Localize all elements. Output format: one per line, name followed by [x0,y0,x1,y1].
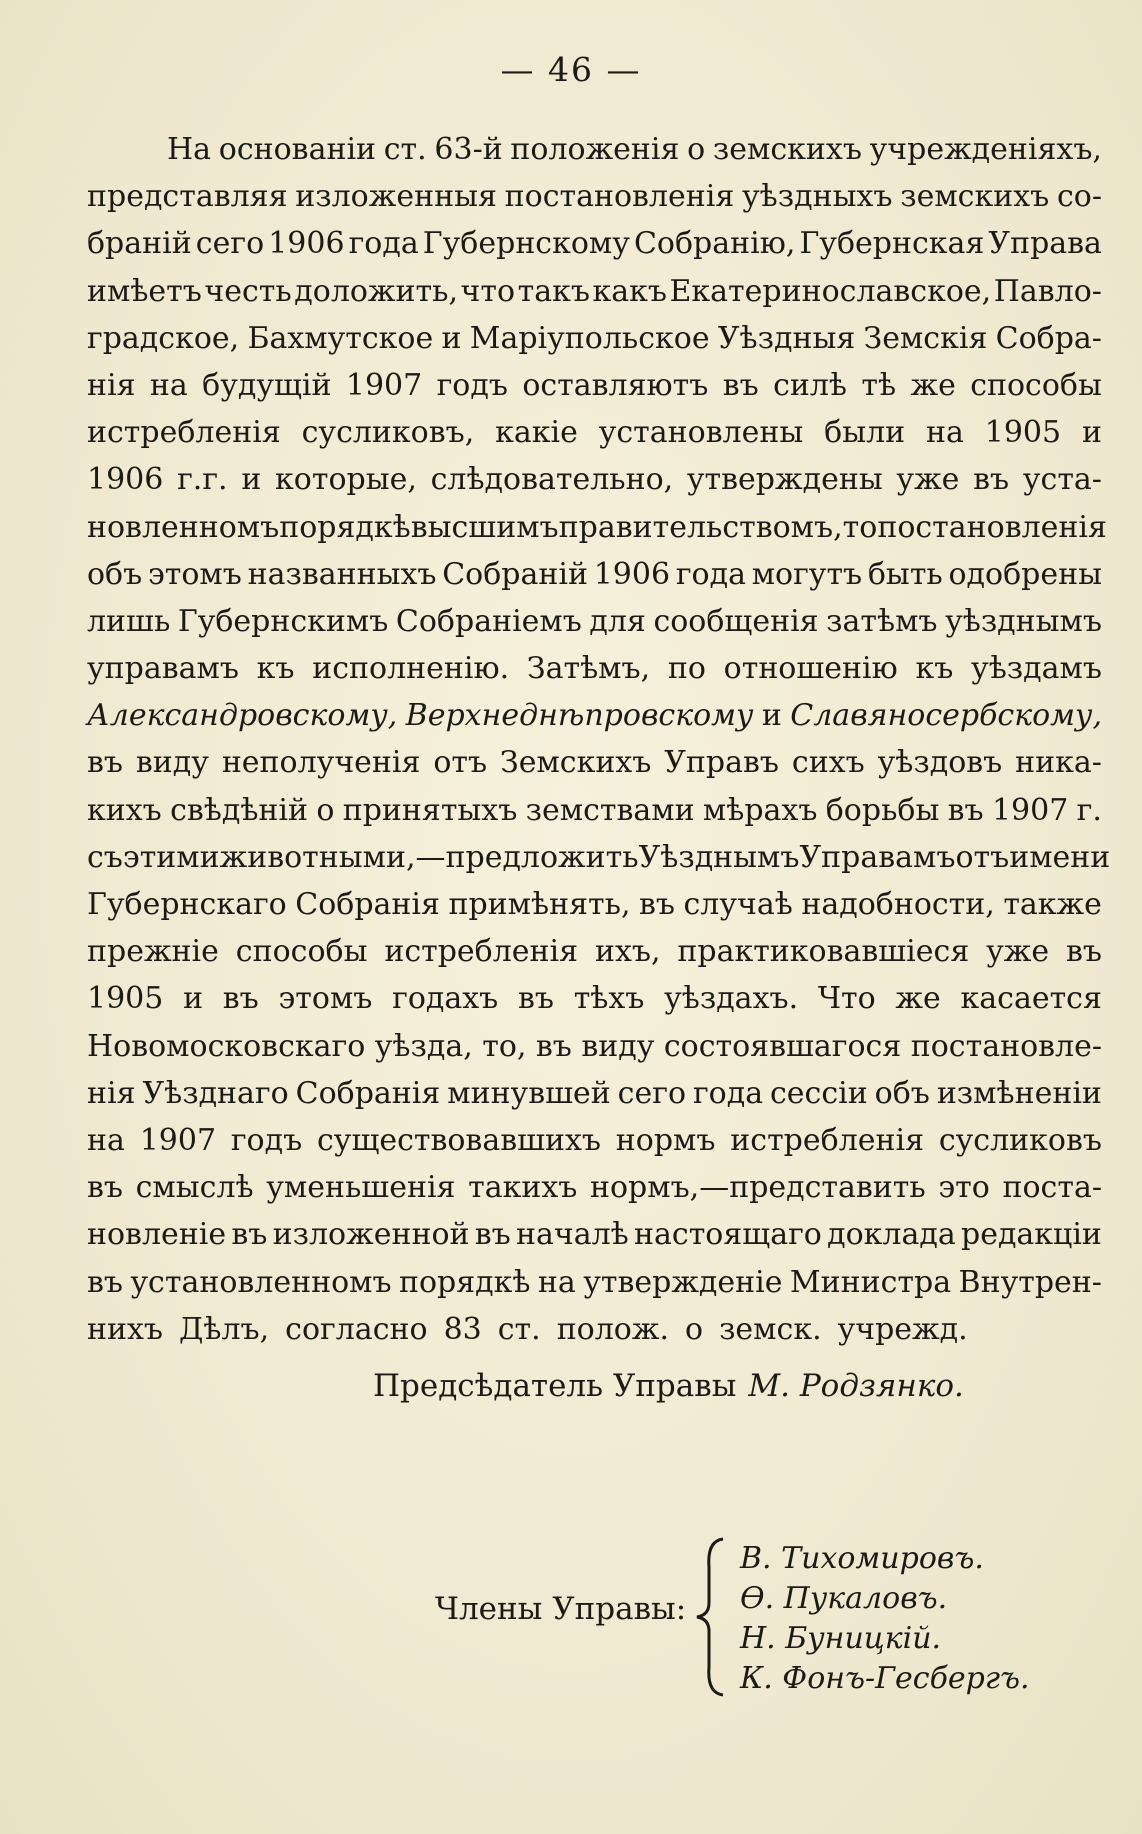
word: годъ [436,367,508,403]
text-line [87,1023,1102,1070]
word: затѣмъ [826,603,938,639]
word: и [183,981,204,1017]
word: смыслѣ [135,1170,254,1206]
word: отношенію [723,651,898,687]
word: могутъ [751,556,863,592]
word: управамъ [87,651,239,687]
word: объ [87,556,143,592]
word: способы [970,367,1102,403]
word: Собраніемъ [395,603,582,639]
word: въ [517,981,554,1017]
word: на [537,1264,576,1300]
word: ника- [1015,745,1102,781]
word: 1905 [984,415,1062,451]
word: этими [122,839,220,875]
word: Затѣмъ, [526,651,651,687]
word: имени [1009,839,1111,875]
word: со- [1057,179,1102,215]
word: постановле- [910,1028,1102,1064]
word: настоящаго [634,1217,822,1253]
word: въ [474,1217,511,1253]
word: уже [896,462,960,498]
word: сусликовъ, [301,415,475,451]
word: Внутрен- [958,1264,1102,1300]
word: 1906 [87,462,164,498]
word: случаѣ [683,887,793,922]
member-name: В. Тихомировъ. [740,1541,984,1576]
signature-name: М. Родзянко. [748,1368,964,1404]
word: о [685,1311,704,1347]
word: Верхнеднѣпровскому [405,698,754,734]
word: истребленія [730,1122,925,1158]
text-line [87,1164,1102,1211]
word: на [926,415,964,451]
word: истребленія [87,415,281,451]
word: этомъ [278,981,373,1017]
word: Управъ [664,745,779,781]
text-line [87,362,1102,409]
word: то [842,509,878,545]
text-line [87,315,1102,362]
word: 1907 [991,792,1069,828]
chairman-signature [373,1368,964,1404]
word: уѣзднымъ [945,603,1102,639]
word: Собранія [295,887,440,922]
word: новленіе [87,1217,227,1253]
word: силѣ [773,367,848,403]
word: Маріупольское [469,320,710,356]
word: и [441,320,462,356]
word: постановленія [877,509,1107,545]
word: уменьшенія [266,1170,456,1206]
text-line [87,787,1102,834]
word: сихъ [791,745,865,781]
word: На [167,132,212,167]
word: утвержденіе [583,1264,783,1300]
word: измѣненіи [936,1075,1102,1111]
word: сообщенія [653,603,819,639]
word: порядкѣ [399,1264,531,1300]
curly-brace-icon [693,1537,733,1697]
text-line [87,126,1102,173]
word: уѣздамъ [971,651,1102,687]
word: Министра [789,1264,952,1300]
member-name: К. Фонъ-Гесбергъ. [740,1661,1030,1696]
word: виду [581,1028,655,1064]
word: въ [947,792,984,828]
word: градское, [87,320,240,356]
word: основанiи [218,132,377,167]
word: Губернскаго [87,887,287,922]
word: это [938,1170,990,1206]
word: ст. [497,1311,541,1347]
text-line [87,1117,1102,1164]
word: о [316,792,335,828]
text-line [87,975,1102,1022]
word: въ [1066,934,1102,970]
word: уста- [1022,462,1102,498]
word: въ [639,887,675,922]
word: на [87,1122,125,1158]
report-body [87,126,1111,1353]
word: въ [222,981,259,1017]
word: надобности, [801,887,995,922]
word: Земскія [863,320,988,356]
word: положенія [510,132,680,167]
word: сего [195,226,265,262]
text-line [87,1070,1102,1117]
text-line [87,409,1102,456]
text-line [87,1306,1102,1353]
word: съ [87,839,123,875]
word: поста- [1002,1170,1102,1206]
word: новленномъ [87,509,280,545]
word: неполученія [221,745,421,781]
word: уѣзда, [374,1028,473,1064]
word: въ [231,1217,268,1253]
word: 1906 [268,226,345,262]
word: въ [87,1264,123,1300]
word: учрежденіяхъ, [869,132,1102,167]
word: ихъ, [594,934,661,970]
word: нихъ [87,1311,163,1347]
word: согласно [285,1311,428,1347]
word: Управа [988,226,1102,262]
word: порядкѣ [279,509,411,545]
word: Земскихъ [500,745,652,781]
word: нормъ,—представить [589,1170,926,1206]
word: учрежд. [837,1311,968,1347]
text-line [87,692,1102,739]
word: въ [535,1028,572,1064]
board-members [0,1537,1142,1697]
word: объ [874,1075,930,1111]
word: года [675,556,746,592]
word: кихъ [87,792,162,828]
word: въ [722,367,759,403]
word: годъ [230,1122,303,1158]
word: названныхъ [247,556,437,592]
word: нія [87,1075,136,1111]
word: такъ [517,273,590,309]
word: также [1003,887,1102,922]
word: 1907 [345,367,423,403]
word: земствами [525,792,695,828]
word: мѣрахъ [702,792,818,828]
text-line [87,1259,1102,1306]
word: способы [235,934,368,970]
word: существовавшихъ [316,1122,601,1158]
text-line [87,739,1102,786]
word: минувшей [447,1075,611,1111]
word: постановленія [504,179,735,215]
word: состоявшагося [663,1028,902,1064]
word: борьбы [825,792,940,828]
word: были [824,415,906,451]
word: уѣздныхъ [742,179,893,215]
word: доложить, [294,273,458,309]
word: въ [87,1170,123,1206]
word: такихъ [468,1170,578,1206]
word: высшимъ [410,509,559,545]
word: примѣнять, [448,887,631,922]
word: практиковавшіеся [677,934,970,970]
word: сусликовъ [938,1122,1102,1158]
word: къ [256,651,295,687]
word: Уѣзднымъ [638,839,800,875]
word: нормъ [615,1122,716,1158]
word: годахъ [392,981,499,1017]
word: же [895,981,941,1017]
word: и [241,462,262,498]
text-line [87,220,1102,267]
word: лишь [87,603,171,639]
word: Екатеринославское, [669,273,992,309]
word: установленномъ [130,1264,392,1300]
word: Собранію, [633,226,796,262]
word: въ [87,745,123,781]
word: Дѣлъ, [179,1311,270,1347]
text-line [87,504,1107,551]
word: доклада [827,1217,956,1253]
signature-label: Предсѣдатель Управы [373,1368,737,1404]
text-line [87,551,1102,598]
word: 1906 [593,556,671,592]
word: редакціи [960,1217,1102,1253]
text-line [87,456,1102,503]
word: Губернскимъ [177,603,389,639]
word: и [761,698,782,734]
word: оставляютъ [522,367,709,403]
word: имѣетъ [87,273,202,309]
word: земск. [719,1311,822,1347]
word: уѣздовъ [877,745,1003,781]
word: ст. [383,132,427,167]
member-name: Н. Буницкій. [740,1621,942,1656]
word: свѣдѣній [170,792,309,828]
text-line [87,173,1102,220]
word: Что [817,981,876,1017]
word: для [589,603,646,639]
word: и [1081,415,1102,451]
word: изложенной [272,1217,470,1253]
word: г.г. [177,462,228,498]
word: Павло- [993,273,1102,309]
word: честь [204,273,292,309]
word: этомъ [147,556,242,592]
word: будущій [202,367,332,403]
word: животными,—предложить [219,839,639,875]
word: одобрены [948,556,1102,592]
word: Управамъ [799,839,956,875]
word: сессіи [770,1075,868,1111]
word: земскихъ [712,132,862,167]
word: земскихъ [900,179,1050,215]
word: изложенныя [295,179,497,215]
word: о [687,132,706,167]
word: Уѣздныя [717,320,856,356]
word: принятыхъ [342,792,518,828]
word: какіе [495,415,578,451]
word: браній [87,226,192,262]
word: на [149,367,188,403]
text-line [87,881,1102,928]
word: въ [973,462,1010,498]
word: утверждены [686,462,883,498]
page-number: — 46 — [500,50,642,89]
word: Собранія [295,1075,441,1111]
word: истребленія [384,934,579,970]
word: же [910,367,956,403]
text-line [87,268,1102,315]
word: года [348,226,419,262]
word: 83 [443,1311,482,1347]
members-list [740,1539,1030,1699]
text-line [87,834,1111,881]
text-line [87,598,1102,645]
text-line [87,928,1102,975]
word: Собраній [442,556,588,592]
word: виду [135,745,209,781]
word: Собра- [995,320,1102,356]
word: 1907 [139,1122,217,1158]
word: тѣ [861,367,897,403]
word: тѣхъ [573,981,645,1017]
word: 63-й [434,132,503,167]
word: представляя [87,179,288,215]
word: правительствомъ, [558,509,843,545]
word: Бахмутское [247,320,434,356]
word: Губернская [799,226,985,262]
word: 1905 [87,981,164,1017]
word: касается [960,981,1102,1017]
word: нія [87,367,136,403]
text-line [87,1211,1102,1258]
word: Губернскому [422,226,630,262]
word: къ [915,651,954,687]
members-label: Члены Управы: [435,1591,687,1627]
word: быть [867,556,943,592]
word: г. [1076,792,1102,828]
word: слѣдовательно, [430,462,674,498]
word: началѣ [516,1217,629,1253]
word: что [460,273,516,309]
word: Уѣзднаго [142,1075,289,1111]
word: отъ [433,745,488,781]
word: по [667,651,706,687]
word: которые, [275,462,417,498]
word: то, [482,1028,527,1064]
word: какъ [592,273,667,309]
word: Новомосковскаго [87,1028,366,1064]
word: Славяносербскому, [790,698,1102,734]
word: установлены [598,415,804,451]
word: полож. [556,1311,669,1347]
word: года [692,1075,764,1111]
word: сего [617,1075,687,1111]
word: Александровскому, [87,698,398,734]
word: исполненію. [312,651,510,687]
word: уже [986,934,1050,970]
text-line [87,645,1102,692]
member-name: Ѳ. Пукаловъ. [740,1581,948,1616]
word: уѣздахъ. [664,981,799,1017]
word: отъ [955,839,1010,875]
word: прежніе [87,934,219,970]
